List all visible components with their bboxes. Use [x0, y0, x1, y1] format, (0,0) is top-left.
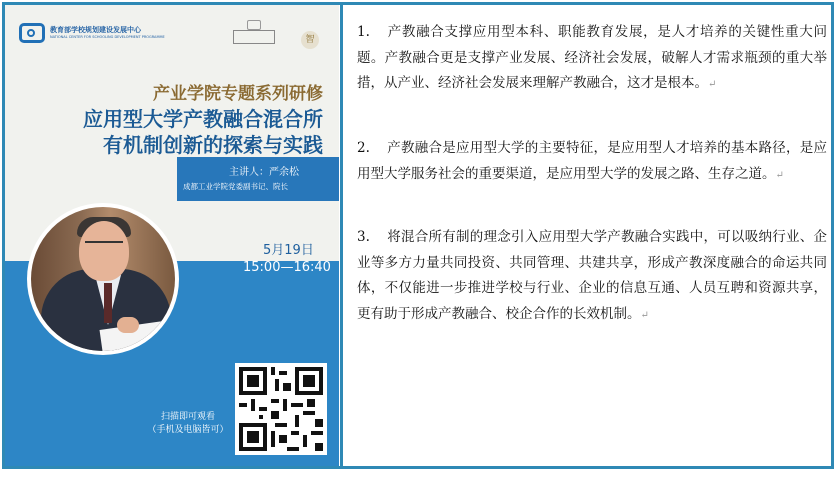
speaker-band [177, 157, 339, 201]
paragraph-2 [357, 136, 827, 188]
logo-en-text: NATIONAL CENTER FOR SCHOOLING DEVELOPMENT PROGRAMME [50, 34, 165, 39]
paragraph-3-number: 3. [357, 229, 370, 245]
paragraph-mark: ↵ [640, 309, 649, 321]
scan-hint [143, 411, 233, 437]
lecture-title-line1: 应用型大学产教融合混合所 [83, 107, 323, 131]
paragraph-3-text: 将混合所有制的理念引入应用型大学产教融合实践中，可以吸纳行业、企业等多方力量共同投资、共同管理、共建共享，形成产教深度融合的命运共同体，不仅能进一步推进学校与行业、企业的信息互通、人员互聘和资源共享，更有助于形成产教融合、校企合作的长效机制。 [357, 229, 827, 322]
scan-hint-line1: 扫描即可观看 [160, 412, 215, 422]
paragraph-1-number: 1. [357, 24, 370, 40]
paragraph-3 [357, 225, 827, 328]
qr-code-icon [235, 363, 327, 455]
lecture-time: 15:00—16:40 [243, 260, 331, 275]
seal-logo: 智 [297, 15, 323, 59]
logo-cn-text: 教育部学校规划建设发展中心 [50, 25, 141, 34]
partner-logo [233, 20, 277, 44]
lecture-date: 5月19日 [263, 243, 314, 258]
qr-code[interactable] [235, 363, 327, 455]
paragraph-1 [357, 20, 827, 98]
speaker-photo [27, 203, 179, 355]
series-title: 产业学院专题系列研修 [153, 84, 323, 104]
lecture-title-line2: 有机制创新的探索与实践 [103, 133, 323, 157]
lecture-poster [5, 5, 339, 466]
paragraph-2-number: 2. [357, 140, 370, 156]
paragraph-1-text: 产教融合支撑应用型本科、职能教育发展，是人才培养的关键性重大问题。产教融合更是支撑产业发展、经济社会发展，破解人才需求瓶颈的重大举措，从产业、经济社会发展来理解产教融合，这才是根本。 [357, 24, 827, 91]
text-panel [340, 5, 831, 466]
paragraph-mark: ↵ [775, 169, 784, 181]
paragraph-2-text: 产教融合是应用型大学的主要特征，是应用型人才培养的基本路径，是应用型大学服务社会的重要渠道，是应用型大学的发展之路、生存之道。 [357, 140, 827, 182]
logo-icon [19, 23, 45, 43]
scan-hint-line2: （手机及电脑皆可） [147, 425, 229, 435]
ministry-logo [19, 23, 165, 43]
speaker-role: 成都工业学院党委副书记、院长 [183, 182, 288, 191]
paragraph-mark: ↵ [708, 79, 717, 90]
speaker-name: 主讲人：严余松 [229, 167, 299, 178]
